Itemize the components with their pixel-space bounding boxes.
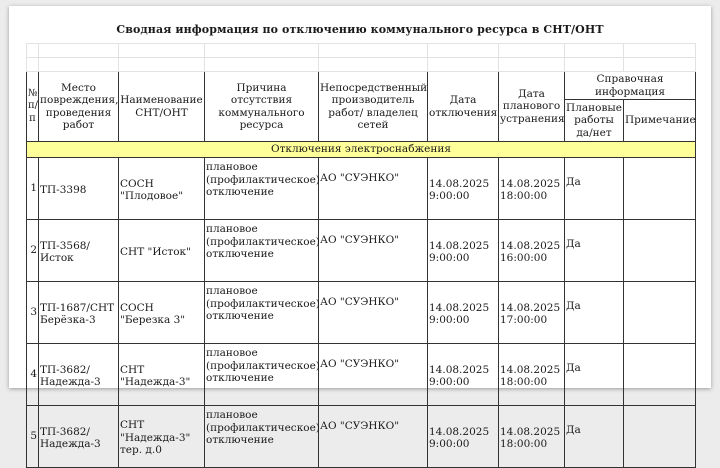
cell-producer: АО "СУЭНКО" [319,344,428,406]
cell-plan-datetime [499,344,565,406]
table-row [27,282,696,344]
table-row [27,158,696,220]
cell-num: 1 [27,158,39,220]
off-time: 9:00:00 [429,314,470,326]
empty-row [27,44,696,58]
header-row-top [27,72,696,100]
off-date: 14.08.2025 [429,301,490,314]
empty-row [27,58,696,72]
plan-date: 14.08.2025 [500,363,561,376]
off-time: 9:00:00 [429,376,470,388]
cell-note [624,406,696,468]
cell-place: ТП-3398 [39,158,119,220]
cell-place: ТП-1687/СНТ Берёзка-3 [39,282,119,344]
plan-time: 18:00:00 [500,376,548,388]
cell-planned: Да [565,220,624,282]
cell-planned: Да [565,282,624,344]
cell-producer: АО "СУЭНКО" [319,406,428,468]
cell-place: ТП-3568/ Исток [39,220,119,282]
header-off-date: Дата отключения [428,72,499,142]
table-row [27,406,696,468]
header-name: Наименование СНТ/ОНТ [119,72,205,142]
off-date: 14.08.2025 [429,239,490,252]
cell-off-datetime [428,158,499,220]
header-note: Примечание [624,100,696,142]
spreadsheet-sheet [9,6,711,457]
cell-producer: АО "СУЭНКО" [319,158,428,220]
cell-num: 2 [27,220,39,282]
off-date: 14.08.2025 [429,363,490,376]
cell-num: 5 [27,406,39,468]
cell-name: СНТ "Исток" [119,220,205,282]
cell-place: ТП-3682/ Надежда-3 [39,344,119,406]
cell-note [624,220,696,282]
plan-time: 18:00:00 [500,438,548,450]
off-time: 9:00:00 [429,190,470,202]
cell-plan-datetime [499,158,565,220]
cell-name: СОСН "Плодовое" [119,158,205,220]
header-place: Место повреждения, проведения работ [39,72,119,142]
report-title: Сводная информация по отключению коммунального ресурса в СНТ/ОНТ [116,23,604,36]
outage-table [26,18,696,468]
cell-note [624,282,696,344]
off-date: 14.08.2025 [429,177,490,190]
cell-producer: АО "СУЭНКО" [319,282,428,344]
cell-producer: АО "СУЭНКО" [319,220,428,282]
cell-plan-datetime [499,282,565,344]
header-reference: Справочная информация [565,72,696,100]
cell-name: СОСН "Березка 3" [119,282,205,344]
title-row [27,19,696,44]
cell-place: ТП-3682/ Надежда-3 [39,406,119,468]
header-plan-date: Дата планового устранения [499,72,565,142]
header-num: № п/п [27,72,39,142]
cell-plan-datetime [499,220,565,282]
header-producer: Непосредственный производитель работ/ владелец сетей [319,72,428,142]
plan-time: 18:00:00 [500,190,548,202]
plan-date: 14.08.2025 [500,239,561,252]
cell-planned: Да [565,406,624,468]
plan-time: 16:00:00 [500,252,548,264]
plan-date: 14.08.2025 [500,177,561,190]
cell-plan-datetime [499,406,565,468]
table-row [27,220,696,282]
cell-reason: плановое (профилактическое) отключение [205,220,319,282]
table-row [27,344,696,406]
cell-off-datetime [428,282,499,344]
off-date: 14.08.2025 [429,425,490,438]
cell-off-datetime [428,220,499,282]
cell-num: 4 [27,344,39,406]
cell-reason: плановое (профилактическое) отключение [205,158,319,220]
off-time: 9:00:00 [429,438,470,450]
header-planned: Плановые работы да/нет [565,100,624,142]
cell-planned: Да [565,344,624,406]
cell-off-datetime [428,344,499,406]
cell-reason: плановое (профилактическое) отключение [205,406,319,468]
cell-num: 3 [27,282,39,344]
cell-name: СНТ "Надежда-3" [119,344,205,406]
plan-time: 17:00:00 [500,314,548,326]
header-reason: Причина отсутствия коммунального ресурса [205,72,319,142]
plan-date: 14.08.2025 [500,301,561,314]
cell-planned: Да [565,158,624,220]
cell-reason: плановое (профилактическое) отключение [205,282,319,344]
cell-reason: плановое (профилактическое) отключение [205,344,319,406]
plan-date: 14.08.2025 [500,425,561,438]
cell-note [624,158,696,220]
cell-name: СНТ "Надежда-3" тер. д.0 [119,406,205,468]
section-row [27,142,696,158]
off-time: 9:00:00 [429,252,470,264]
cell-note [624,344,696,406]
section-title: Отключения электроснабжения [27,142,696,158]
cell-off-datetime [428,406,499,468]
